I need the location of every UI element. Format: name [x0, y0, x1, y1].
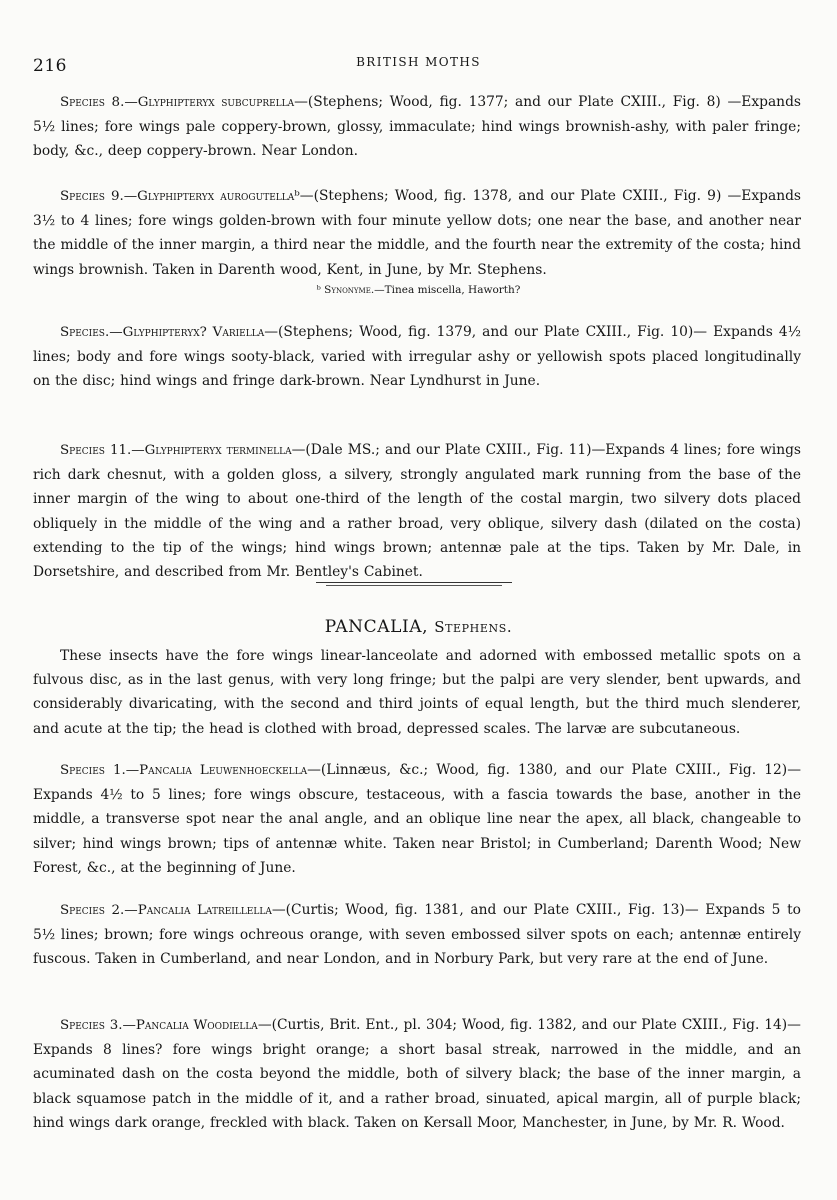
species-heading: Species 3.—Pancalia Woodiella: [60, 1018, 258, 1033]
species-entry: [33, 1013, 801, 1135]
genus-author: Stephens.: [434, 618, 513, 636]
species-entry: [33, 898, 801, 972]
genus-intro: [33, 644, 801, 741]
running-head: BRITISH MOTHS: [356, 55, 481, 69]
species-description: —(Stephens; Wood, fig. 1377; and our Plate CXIII., Fig. 8) —Expands 5½ lines; fore wings pale coppery-brown, glossy, immaculate; hind wings brownish-ashy, with paler fringe; body, &c., deep coppery-brown. Near London.: [33, 94, 801, 160]
footnote-label: Synonyme.: [324, 284, 375, 296]
footnote-mark: ᵇ: [316, 284, 321, 296]
genus-heading: [0, 617, 837, 637]
species-entry: [33, 758, 801, 880]
species-entry: [33, 90, 801, 164]
species-description: —(Linnæus, &c.; Wood, fig. 1380, and our Plate CXIII., Fig. 12)—Expands 4½ to 5 lines; fore wings obscure, testaceous, with a fascia towards the base, another in the middle, a transverse spot near the anal angle, and an oblique line near the apex, all black, changeable to silver; hind wings brown; tips of antennæ white. Taken near Bristol; in Cumberland; Darenth Wood; New Forest, &c., at the beginning of June.: [33, 762, 801, 876]
species-description: —(Dale MS.; and our Plate CXIII., Fig. 11)—Expands 4 lines; fore wings rich dark chesnut, with a golden gloss, a silvery, strongly angulated mark running from the base of the inner margin of the wing to about one-third of the length of the costal margin, two silvery dots placed obliquely in the middle of the wing and a rather broad, very oblique, silvery dash (dilated on the costa) extending to the tip of the wings; hind wings brown; antennæ pale at the tips. Taken by Mr. Dale, in Dorsetshire, and described from Mr. Bentley's Cabinet.: [33, 442, 801, 581]
footnote: [0, 284, 837, 296]
page-number: 216: [33, 56, 67, 76]
species-heading: Species.—Glyphipteryx? Variella: [60, 325, 265, 340]
species-description: —(Curtis, Brit. Ent., pl. 304; Wood, fig. 1382, and our Plate CXIII., Fig. 14)—Expands 8 lines? fore wings bright orange; a short basal streak, narrowed in the middle, and an acuminated dash on the costa beyond the middle, both of silvery black; the base of the inner margin, a black squamose patch in the middle of it, and a rather broad, sinuated, apical margin, all of purple black; hind wings dark orange, freckled with black. Taken on Kersall Moor, Manchester, in June, by Mr. R. Wood.: [33, 1017, 801, 1131]
species-heading: Species 2.—Pancalia Latreillella: [60, 903, 272, 918]
species-entry: [33, 438, 801, 584]
genus-intro-text: These insects have the fore wings linear-lanceolate and adorned with embossed metallic spots on a fulvous disc, as in the last genus, with very long fringe; but the palpi are very slender, bent upwards, and considerably divaricating, with the second and third joints of equal length, but the third much slenderer, and acute at the tip; the head is clothed with broad, depressed scales. The larvæ are subcutaneous.: [33, 648, 801, 737]
footnote-text: —Tinea miscella, Haworth?: [374, 284, 521, 296]
species-entry: [33, 320, 801, 394]
species-description: —(Curtis; Wood, fig. 1381, and our Plate CXIII., Fig. 13)— Expands 5 to 5½ lines; brown; fore wings ochreous orange, with seven embossed silver spots on each; antennæ entirely fuscous. Taken in Cumberland, and near London, and in Norbury Park, but very rare at the end of June.: [33, 902, 801, 968]
genus-name: PANCALIA,: [324, 617, 429, 637]
section-divider: [316, 582, 512, 586]
species-heading: Species 11.—Glyphipteryx terminella: [60, 443, 292, 458]
species-description: ᵇ—(Stephens; Wood, fig. 1378, and our Plate CXIII., Fig. 9) —Expands 3½ to 4 lines; fore wings golden-brown with four minute yellow dots; one near the base, and another near the middle of the inner margin, a third near the middle, and the fourth near the extremity of the costa; hind wings brownish. Taken in Darenth wood, Kent, in June, by Mr. Stephens.: [33, 188, 802, 278]
species-heading: Species 8.—Glyphipteryx subcuprella: [60, 95, 295, 110]
species-heading: Species 9.—Glyphipteryx aurogutella: [60, 189, 295, 204]
species-entry: [33, 184, 801, 282]
species-description: —(Stephens; Wood, fig. 1379, and our Plate CXIII., Fig. 10)— Expands 4½ lines; body and fore wings sooty-black, varied with irregular ashy or yellowish spots placed longitudinally on the disc; hind wings and fringe dark-brown. Near Lyndhurst in June.: [33, 324, 801, 390]
species-heading: Species 1.—Pancalia Leuwenhoeckella: [60, 763, 308, 778]
